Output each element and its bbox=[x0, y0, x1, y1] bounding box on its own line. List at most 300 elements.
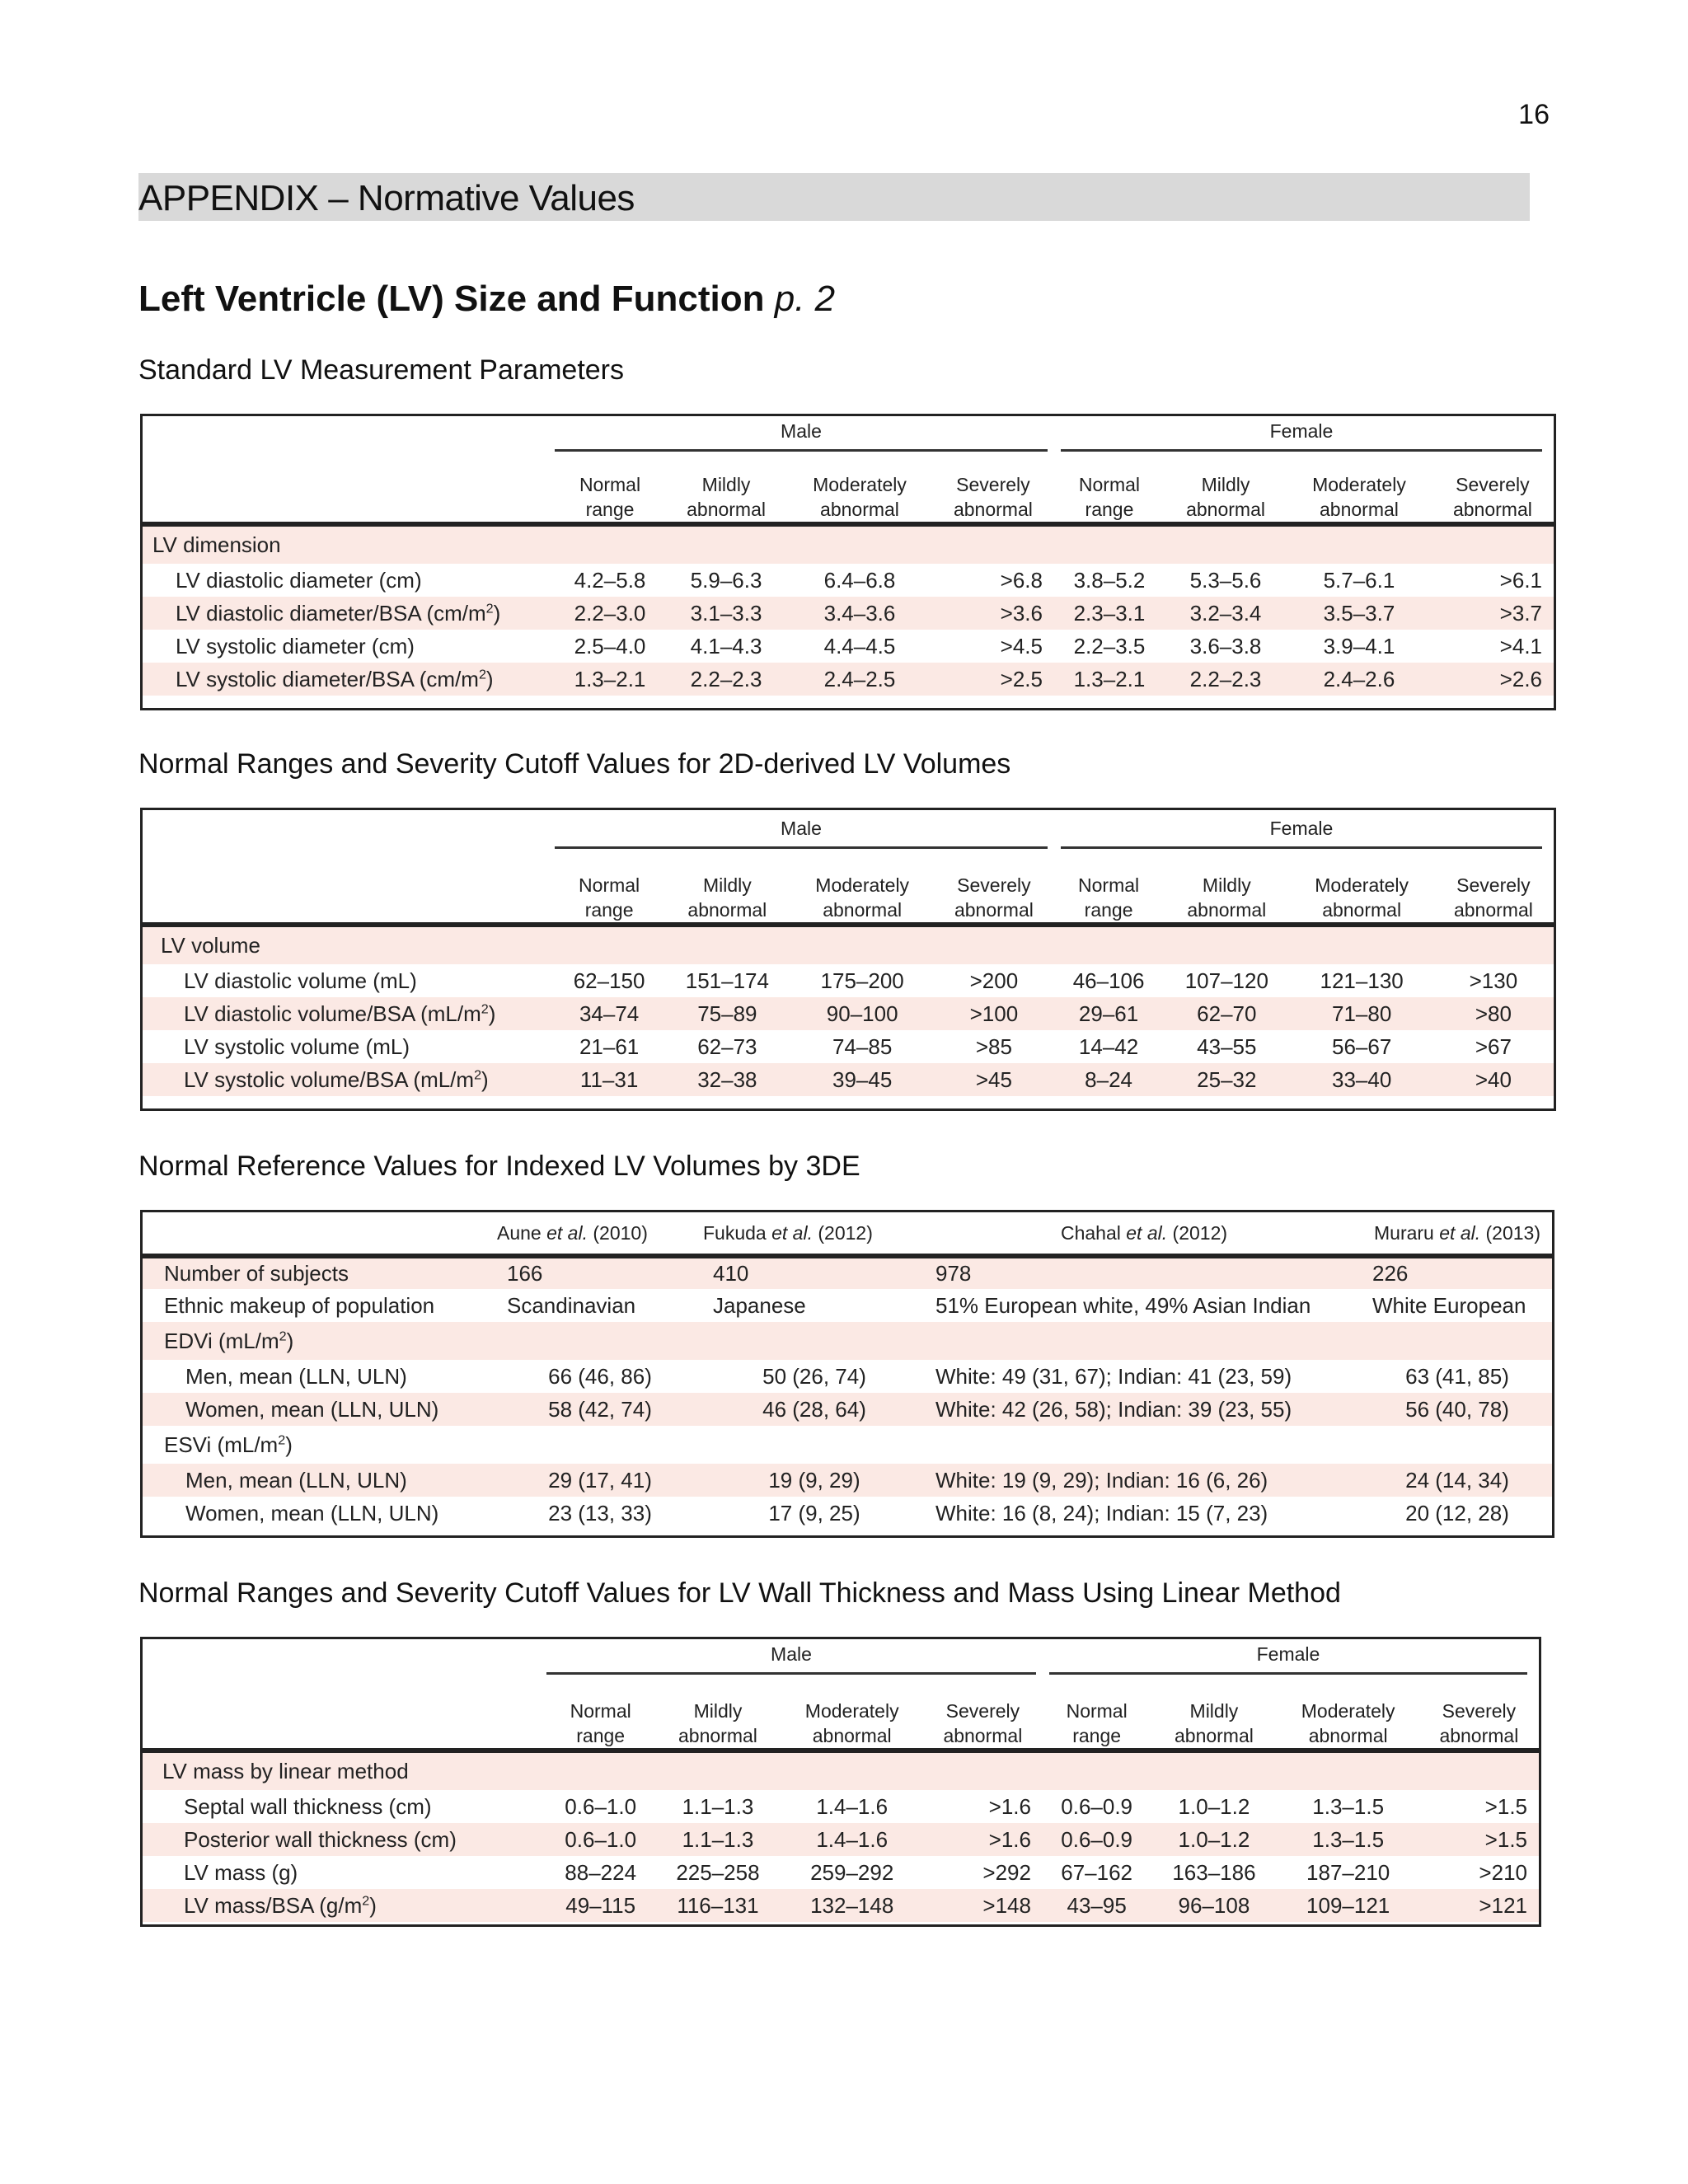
appendix-header-bar bbox=[138, 173, 1530, 221]
table-cell: >1.5 bbox=[1419, 1790, 1539, 1823]
table-cell: 4.1–4.3 bbox=[665, 630, 787, 663]
row-label-text: LV systolic volume/BSA (mL/m bbox=[184, 1066, 475, 1092]
study-etal: et al. bbox=[1126, 1222, 1168, 1244]
table-cell: White: 42 (26, 58); Indian: 39 (23, 55) bbox=[926, 1393, 1362, 1426]
column-header-line1: Severely bbox=[945, 1700, 1020, 1722]
table-cell: 11–31 bbox=[555, 1063, 663, 1096]
column-header bbox=[1151, 1679, 1277, 1748]
column-header bbox=[1287, 456, 1432, 522]
table-cell: White: 49 (31, 67); Indian: 41 (23, 59) bbox=[926, 1360, 1362, 1393]
table-row bbox=[143, 1497, 1552, 1530]
column-header-line2: range bbox=[1084, 899, 1133, 921]
table-cell: White European bbox=[1362, 1289, 1552, 1322]
row-label: Number of subjects bbox=[143, 1256, 497, 1289]
female-label: Female bbox=[1061, 818, 1542, 849]
study-year: (2012) bbox=[1172, 1222, 1228, 1244]
table-cell: 1.0–1.2 bbox=[1151, 1823, 1277, 1856]
row-label-end: ) bbox=[488, 1001, 496, 1026]
column-header-line2: abnormal bbox=[1320, 499, 1399, 520]
table-row bbox=[143, 1256, 1552, 1289]
table-cell: White: 19 (9, 29); Indian: 16 (6, 26) bbox=[926, 1464, 1362, 1497]
group-header-male bbox=[555, 810, 1054, 856]
table2-caption: Normal Ranges and Severity Cutoff Values for 2D-derived LV Volumes bbox=[138, 748, 1011, 780]
study-etal: et al. bbox=[1439, 1222, 1481, 1244]
column-header-line2: range bbox=[576, 1725, 626, 1746]
table-cell: 187–210 bbox=[1278, 1856, 1419, 1889]
table-cell: >80 bbox=[1433, 997, 1554, 1030]
table-cell: 2.2–3.5 bbox=[1054, 630, 1165, 663]
column-header-line2: abnormal bbox=[812, 1725, 892, 1746]
table-cell: 1.4–1.6 bbox=[781, 1823, 923, 1856]
column-header-line2: abnormal bbox=[1174, 1725, 1254, 1746]
column-header bbox=[663, 856, 790, 922]
column-header bbox=[654, 1679, 781, 1748]
table-cell: 2.2–2.3 bbox=[1165, 663, 1287, 696]
study-header bbox=[497, 1212, 703, 1254]
table-cell: 1.3–1.5 bbox=[1278, 1790, 1419, 1823]
row-label-text: Septal wall thickness (cm) bbox=[184, 1793, 432, 1819]
table-cell: 163–186 bbox=[1151, 1856, 1277, 1889]
table-cell: >3.7 bbox=[1432, 597, 1554, 630]
table1-caption: Standard LV Measurement Parameters bbox=[138, 354, 624, 386]
table-cell: 39–45 bbox=[790, 1063, 933, 1096]
table-cell: >148 bbox=[923, 1889, 1043, 1922]
table-cell: 88–224 bbox=[546, 1856, 654, 1889]
table-cell: 0.6–0.9 bbox=[1043, 1823, 1151, 1856]
corner-cell bbox=[143, 810, 555, 856]
column-header bbox=[1290, 856, 1432, 922]
column-header-line2: abnormal bbox=[943, 1725, 1023, 1746]
column-header-line1: Severely bbox=[1442, 1700, 1517, 1722]
table-cell: 96–108 bbox=[1151, 1889, 1277, 1922]
table-cell: 20 (12, 28) bbox=[1362, 1497, 1552, 1530]
table-cell: 3.8–5.2 bbox=[1054, 564, 1165, 597]
column-header-line1: Moderately bbox=[1315, 874, 1409, 896]
section-heading bbox=[138, 279, 835, 320]
table-row bbox=[143, 1030, 1554, 1063]
table-cell: 25–32 bbox=[1163, 1063, 1290, 1096]
table-row bbox=[143, 964, 1554, 997]
table-cell: 3.9–4.1 bbox=[1287, 630, 1432, 663]
table-cell: 5.9–6.3 bbox=[665, 564, 787, 597]
study-etal: et al. bbox=[771, 1222, 813, 1244]
table-cell: 50 (26, 74) bbox=[703, 1360, 926, 1393]
row-label-text: LV diastolic volume (mL) bbox=[184, 968, 417, 993]
table-cell: >85 bbox=[934, 1030, 1054, 1063]
group-header-female bbox=[1054, 810, 1554, 856]
row-label: Women, mean (LLN, ULN) bbox=[143, 1393, 497, 1426]
row-label-sup: 2 bbox=[362, 1892, 370, 1908]
column-header bbox=[1433, 856, 1554, 922]
column-header bbox=[1432, 456, 1554, 522]
column-header-line2: abnormal bbox=[687, 499, 766, 520]
row-label-text: LV mass (g) bbox=[184, 1859, 298, 1885]
table-cell: White: 16 (8, 24); Indian: 15 (7, 23) bbox=[926, 1497, 1362, 1530]
table-cell: 43–55 bbox=[1163, 1030, 1290, 1063]
column-header-line2: range bbox=[584, 899, 634, 921]
group-header-female bbox=[1043, 1639, 1539, 1679]
study-author: Muraru bbox=[1374, 1222, 1434, 1244]
table-cell: 2.3–3.1 bbox=[1054, 597, 1165, 630]
table-cell: 17 (9, 25) bbox=[703, 1497, 926, 1530]
table-cell: 3.6–3.8 bbox=[1165, 630, 1287, 663]
table-cell: 132–148 bbox=[781, 1889, 923, 1922]
group-header-male bbox=[555, 416, 1054, 456]
table-row bbox=[143, 1464, 1552, 1497]
table-cell: 2.4–2.5 bbox=[787, 663, 932, 696]
row-label-text: LV systolic diameter (cm) bbox=[176, 633, 415, 658]
column-header-line1: Mildly bbox=[1202, 874, 1251, 896]
table-cell: 1.0–1.2 bbox=[1151, 1790, 1277, 1823]
subsection-label bbox=[143, 1426, 1552, 1464]
table-cell: 2.2–2.3 bbox=[665, 663, 787, 696]
column-header-line1: Normal bbox=[579, 874, 640, 896]
table-cell: 56–67 bbox=[1290, 1030, 1432, 1063]
row-label bbox=[143, 1823, 546, 1856]
table-cell: 14–42 bbox=[1054, 1030, 1163, 1063]
column-header-line1: Severely bbox=[956, 474, 1030, 495]
corner-cell bbox=[143, 1679, 546, 1748]
table-cell: >1.5 bbox=[1419, 1823, 1539, 1856]
table-cell: 71–80 bbox=[1290, 997, 1432, 1030]
table-cell: 410 bbox=[703, 1256, 926, 1289]
column-header-line1: Normal bbox=[1078, 874, 1140, 896]
row-label-text: LV diastolic diameter (cm) bbox=[176, 567, 422, 593]
column-header-line1: Normal bbox=[579, 474, 641, 495]
table-row bbox=[143, 1360, 1552, 1393]
table1-grid bbox=[143, 416, 1554, 696]
table-cell: 116–131 bbox=[654, 1889, 781, 1922]
column-header-line1: Mildly bbox=[1201, 474, 1250, 495]
table-cell: 1.1–1.3 bbox=[654, 1790, 781, 1823]
column-header-line1: Mildly bbox=[1189, 1700, 1239, 1722]
table-cell: 151–174 bbox=[663, 964, 790, 997]
column-header-line2: abnormal bbox=[687, 899, 767, 921]
table-row bbox=[143, 1823, 1539, 1856]
column-header bbox=[555, 456, 665, 522]
subsection-label-text: ESVi (mL/m bbox=[164, 1432, 279, 1457]
study-year: (2012) bbox=[818, 1222, 873, 1244]
study-author: Fukuda bbox=[703, 1222, 767, 1244]
table3-caption: Normal Reference Values for Indexed LV Volumes by 3DE bbox=[138, 1151, 860, 1182]
column-header bbox=[787, 456, 932, 522]
table-cell: 29 (17, 41) bbox=[497, 1464, 703, 1497]
table4-grid bbox=[143, 1639, 1539, 1922]
row-label bbox=[143, 663, 555, 696]
column-header-line1: Moderately bbox=[813, 474, 907, 495]
column-header-line1: Mildly bbox=[702, 874, 752, 896]
column-header-line2: abnormal bbox=[820, 499, 899, 520]
row-label-text: LV systolic diameter/BSA (cm/m bbox=[176, 666, 479, 691]
table-row bbox=[143, 1856, 1539, 1889]
row-label bbox=[143, 1889, 546, 1922]
row-label bbox=[143, 564, 555, 597]
table-cell: 0.6–1.0 bbox=[546, 1823, 654, 1856]
table-cell: 175–200 bbox=[790, 964, 933, 997]
subsection-sup: 2 bbox=[279, 1328, 287, 1343]
table-cell: 1.3–1.5 bbox=[1278, 1823, 1419, 1856]
row-label-end: ) bbox=[369, 1892, 377, 1918]
table-cell: 63 (41, 85) bbox=[1362, 1360, 1552, 1393]
subsection-label bbox=[143, 1322, 1552, 1360]
row-label bbox=[143, 997, 555, 1030]
row-label: Women, mean (LLN, ULN) bbox=[143, 1497, 497, 1530]
table-cell: 978 bbox=[926, 1256, 1362, 1289]
table-cell: 4.4–4.5 bbox=[787, 630, 932, 663]
table-row bbox=[143, 997, 1554, 1030]
row-label: Ethnic makeup of population bbox=[143, 1289, 497, 1322]
male-label: Male bbox=[555, 420, 1048, 452]
column-header-line2: abnormal bbox=[678, 1725, 757, 1746]
table-cell: >210 bbox=[1419, 1856, 1539, 1889]
column-header bbox=[923, 1679, 1043, 1748]
column-header-line2: abnormal bbox=[1187, 899, 1267, 921]
table-cell: 33–40 bbox=[1290, 1063, 1432, 1096]
lv-mass-table bbox=[140, 1637, 1541, 1927]
table-cell: 2.5–4.0 bbox=[555, 630, 665, 663]
table-cell: 109–121 bbox=[1278, 1889, 1419, 1922]
group-header-female bbox=[1054, 416, 1554, 456]
section-title: Left Ventricle (LV) Size and Function bbox=[138, 279, 765, 319]
column-header-line1: Moderately bbox=[804, 1700, 899, 1722]
table-cell: 121–130 bbox=[1290, 964, 1432, 997]
study-etal: et al. bbox=[546, 1222, 588, 1244]
table2-grid bbox=[143, 810, 1554, 1096]
study-header bbox=[926, 1212, 1362, 1254]
section-label: LV dimension bbox=[143, 524, 1554, 564]
male-label: Male bbox=[546, 1643, 1036, 1675]
column-header bbox=[790, 856, 933, 922]
column-header-line1: Moderately bbox=[1301, 1700, 1395, 1722]
column-header-line1: Moderately bbox=[1312, 474, 1406, 495]
column-header-line2: abnormal bbox=[823, 899, 903, 921]
table-cell: 1.4–1.6 bbox=[781, 1790, 923, 1823]
column-header-line1: Normal bbox=[1066, 1700, 1128, 1722]
table-cell: 3.5–3.7 bbox=[1287, 597, 1432, 630]
female-label: Female bbox=[1049, 1643, 1527, 1675]
table-cell: Japanese bbox=[703, 1289, 926, 1322]
table-cell: 49–115 bbox=[546, 1889, 654, 1922]
table-cell: >67 bbox=[1433, 1030, 1554, 1063]
study-author: Chahal bbox=[1060, 1222, 1121, 1244]
column-header-line2: abnormal bbox=[1452, 499, 1532, 520]
section-page-ref: p. 2 bbox=[774, 279, 836, 319]
column-header-line1: Severely bbox=[1456, 874, 1531, 896]
table-row bbox=[143, 1889, 1539, 1922]
column-header-line1: Moderately bbox=[815, 874, 910, 896]
row-label-sup: 2 bbox=[474, 1066, 482, 1082]
table-cell: 74–85 bbox=[790, 1030, 933, 1063]
table-cell: 5.7–6.1 bbox=[1287, 564, 1432, 597]
appendix-title: APPENDIX – Normative Values bbox=[138, 178, 635, 218]
table-cell: 2.4–2.6 bbox=[1287, 663, 1432, 696]
table-cell: 46 (28, 64) bbox=[703, 1393, 926, 1426]
row-label-text: LV diastolic diameter/BSA (cm/m bbox=[176, 600, 486, 626]
subsection-label-end: ) bbox=[285, 1432, 293, 1457]
table-row bbox=[143, 1393, 1552, 1426]
study-author: Aune bbox=[497, 1222, 542, 1244]
table-cell: 3.1–3.3 bbox=[665, 597, 787, 630]
table-cell: >2.6 bbox=[1432, 663, 1554, 696]
row-label-end: ) bbox=[493, 600, 501, 626]
subsection-label-end: ) bbox=[286, 1328, 294, 1353]
table-cell: 0.6–0.9 bbox=[1043, 1790, 1151, 1823]
column-header-line2: abnormal bbox=[954, 899, 1034, 921]
table-cell: >130 bbox=[1433, 964, 1554, 997]
table-cell: >4.5 bbox=[932, 630, 1054, 663]
table-cell: >200 bbox=[934, 964, 1054, 997]
row-label bbox=[143, 1790, 546, 1823]
table-cell: Scandinavian bbox=[497, 1289, 703, 1322]
row-label-text: LV diastolic volume/BSA (mL/m bbox=[184, 1001, 481, 1026]
row-label-end: ) bbox=[485, 666, 494, 691]
column-header-line1: Mildly bbox=[693, 1700, 743, 1722]
study-header bbox=[703, 1212, 926, 1254]
row-label bbox=[143, 964, 555, 997]
table-row bbox=[143, 1790, 1539, 1823]
table-row bbox=[143, 597, 1554, 630]
table-cell: 34–74 bbox=[555, 997, 663, 1030]
table-cell: >3.6 bbox=[932, 597, 1054, 630]
corner-cell bbox=[143, 416, 555, 456]
table-cell: 1.3–2.1 bbox=[1054, 663, 1165, 696]
table-cell: 21–61 bbox=[555, 1030, 663, 1063]
table-cell: 166 bbox=[497, 1256, 703, 1289]
table-cell: 0.6–1.0 bbox=[546, 1790, 654, 1823]
page-number: 16 bbox=[1518, 99, 1550, 130]
table-cell: 225–258 bbox=[654, 1856, 781, 1889]
table-row bbox=[143, 1063, 1554, 1096]
table-cell: 226 bbox=[1362, 1256, 1552, 1289]
column-header bbox=[934, 856, 1054, 922]
table-cell: 67–162 bbox=[1043, 1856, 1151, 1889]
table-cell: 19 (9, 29) bbox=[703, 1464, 926, 1497]
row-label-sup: 2 bbox=[485, 600, 494, 616]
column-header bbox=[781, 1679, 923, 1748]
table-cell: >6.8 bbox=[932, 564, 1054, 597]
subsection-label-text: EDVi (mL/m bbox=[164, 1328, 279, 1353]
row-label: Men, mean (LLN, ULN) bbox=[143, 1360, 497, 1393]
column-header bbox=[1043, 1679, 1151, 1748]
column-header bbox=[1165, 456, 1287, 522]
column-header-line2: abnormal bbox=[1322, 899, 1402, 921]
column-header-line1: Normal bbox=[1078, 474, 1141, 495]
column-header bbox=[932, 456, 1054, 522]
column-header bbox=[1054, 456, 1165, 522]
table-row bbox=[143, 630, 1554, 663]
column-header bbox=[555, 856, 663, 922]
table-cell: 3.4–3.6 bbox=[787, 597, 932, 630]
table-cell: >2.5 bbox=[932, 663, 1054, 696]
lv-3de-table bbox=[140, 1210, 1554, 1538]
table3-grid bbox=[143, 1212, 1552, 1530]
column-header bbox=[1419, 1679, 1539, 1748]
table-row bbox=[143, 663, 1554, 696]
corner-cell bbox=[143, 456, 555, 522]
row-label-sup: 2 bbox=[478, 666, 486, 682]
section-label: LV volume bbox=[143, 925, 1554, 964]
group-header-male bbox=[546, 1639, 1043, 1679]
table-cell: 3.2–3.4 bbox=[1165, 597, 1287, 630]
table-cell: 6.4–6.8 bbox=[787, 564, 932, 597]
row-label bbox=[143, 1856, 546, 1889]
study-year: (2010) bbox=[593, 1222, 648, 1244]
table-cell: 29–61 bbox=[1054, 997, 1163, 1030]
male-label: Male bbox=[555, 818, 1048, 849]
table-cell: 5.3–5.6 bbox=[1165, 564, 1287, 597]
lv-volume-table bbox=[140, 808, 1556, 1111]
table-cell: >1.6 bbox=[923, 1823, 1043, 1856]
column-header-line2: abnormal bbox=[1308, 1725, 1388, 1746]
column-header bbox=[1054, 856, 1163, 922]
table-cell: 62–150 bbox=[555, 964, 663, 997]
table-cell: 24 (14, 34) bbox=[1362, 1464, 1552, 1497]
column-header bbox=[546, 1679, 654, 1748]
column-header bbox=[1163, 856, 1290, 922]
row-label-text: LV mass/BSA (g/m bbox=[184, 1892, 363, 1918]
column-header-line2: abnormal bbox=[1453, 899, 1533, 921]
table-cell: >100 bbox=[934, 997, 1054, 1030]
table-cell: 75–89 bbox=[663, 997, 790, 1030]
row-label bbox=[143, 630, 555, 663]
table-cell: 259–292 bbox=[781, 1856, 923, 1889]
female-label: Female bbox=[1061, 420, 1542, 452]
corner-cell bbox=[143, 1639, 546, 1679]
table-cell: 62–70 bbox=[1163, 997, 1290, 1030]
row-label bbox=[143, 1030, 555, 1063]
table-cell: 62–73 bbox=[663, 1030, 790, 1063]
table-cell: >40 bbox=[1433, 1063, 1554, 1096]
column-header bbox=[1278, 1679, 1419, 1748]
table-cell: >45 bbox=[934, 1063, 1054, 1096]
table4-caption: Normal Ranges and Severity Cutoff Values for LV Wall Thickness and Mass Using Linear Method bbox=[138, 1577, 1341, 1609]
row-label-end: ) bbox=[481, 1066, 489, 1092]
corner-cell bbox=[143, 856, 555, 922]
table-cell: 23 (13, 33) bbox=[497, 1497, 703, 1530]
row-label-text: LV systolic volume (mL) bbox=[184, 1033, 410, 1059]
column-header-line2: abnormal bbox=[1439, 1725, 1519, 1746]
column-header-line2: range bbox=[1072, 1725, 1122, 1746]
column-header-line1: Severely bbox=[957, 874, 1031, 896]
row-label bbox=[143, 1063, 555, 1096]
row-label bbox=[143, 597, 555, 630]
table-cell: 107–120 bbox=[1163, 964, 1290, 997]
table-cell: >6.1 bbox=[1432, 564, 1554, 597]
table-cell: 4.2–5.8 bbox=[555, 564, 665, 597]
table-cell: >121 bbox=[1419, 1889, 1539, 1922]
table-cell: 32–38 bbox=[663, 1063, 790, 1096]
table-cell: 2.2–3.0 bbox=[555, 597, 665, 630]
table-row bbox=[143, 1289, 1552, 1322]
table-cell: >292 bbox=[923, 1856, 1043, 1889]
table-cell: 1.1–1.3 bbox=[654, 1823, 781, 1856]
study-year: (2013) bbox=[1485, 1222, 1540, 1244]
column-header-line1: Severely bbox=[1456, 474, 1530, 495]
row-label: Men, mean (LLN, ULN) bbox=[143, 1464, 497, 1497]
subsection-sup: 2 bbox=[278, 1432, 286, 1447]
table-cell: >4.1 bbox=[1432, 630, 1554, 663]
row-label-sup: 2 bbox=[481, 1001, 489, 1016]
table-cell: 51% European white, 49% Asian Indian bbox=[926, 1289, 1362, 1322]
column-header-line2: range bbox=[1085, 499, 1134, 520]
study-header bbox=[1362, 1212, 1552, 1254]
table-cell: 56 (40, 78) bbox=[1362, 1393, 1552, 1426]
table-cell: 8–24 bbox=[1054, 1063, 1163, 1096]
table-cell: 66 (46, 86) bbox=[497, 1360, 703, 1393]
section-label: LV mass by linear method bbox=[143, 1750, 1539, 1790]
corner-cell bbox=[143, 1212, 497, 1254]
table-cell: 43–95 bbox=[1043, 1889, 1151, 1922]
